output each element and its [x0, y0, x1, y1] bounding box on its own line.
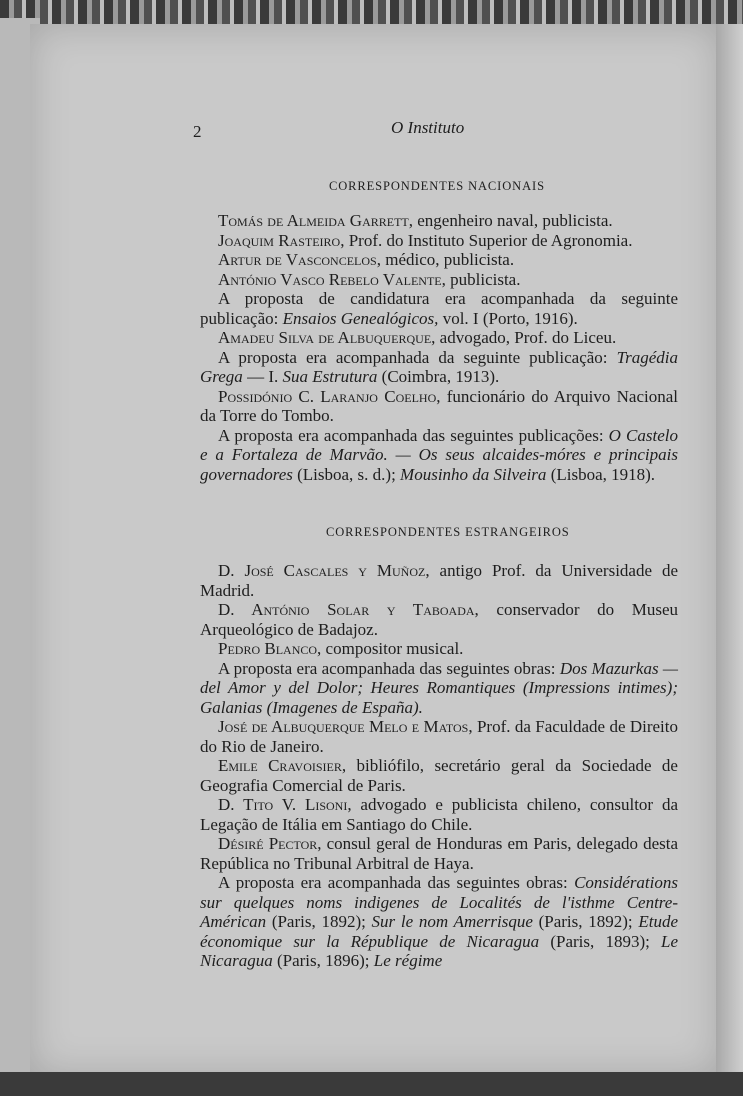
- publication-title: Sua Estrutura: [282, 367, 378, 386]
- list-item: Tomás de Almeida Garrett, engenheiro naval, publicista.: [218, 211, 613, 230]
- person-name: José de Albuquerque Melo e Matos: [218, 717, 469, 736]
- publication-title: Sur le nom Amerrisque: [371, 912, 533, 931]
- person-name: Artur de Vasconcelos: [218, 250, 377, 269]
- running-title: O Instituto: [391, 118, 465, 137]
- section-body-nacionais: [200, 211, 678, 484]
- book-bottom-edge: [0, 1072, 743, 1096]
- publication-note: A proposta era acompanhada das seguintes obras: Dos Mazurkas — del Amor y del Dolor; Heures Romantiques (Impressions intimes); Galanias (Imagenes de España).: [200, 658, 679, 717]
- person-name: Joaquim Rasteiro: [218, 230, 341, 250]
- list-item: Possidónio C. Laranjo Coelho, funcionário do Arquivo Nacional da Torre do Tombo.: [200, 386, 678, 425]
- publication-note: A proposta era acompanhada da seguinte publicação: Tragédia Grega — I. Sua Estrutura (Coimbra, 1913).: [200, 347, 678, 386]
- person-name: António Vasco Rebelo Valente: [218, 269, 442, 289]
- person-name: Pedro Blanco: [218, 639, 318, 658]
- person-name: Désiré Pector: [218, 834, 318, 853]
- publication-title: Considérations sur quelques noms indigenes de Localités de l'isthme Centre-Américan: [200, 873, 678, 931]
- list-item: Emile Cravoisier, bibliófilo, secretário geral da Sociedade de Geografia Comercial de Paris.: [200, 756, 678, 795]
- person-name: Emile Cravoisier: [218, 756, 342, 775]
- list-item: Pedro Blanco, compositor musical.: [218, 639, 464, 658]
- list-item: D. José Cascales y Muñoz, antigo Prof. da Universidade de Madrid.: [200, 561, 679, 600]
- list-item: D. António Solar y Taboada, conservador do Museu Arqueológico de Badajoz.: [200, 600, 678, 639]
- section-title-estrangeiros: CORRESPONDENTES ESTRANGEIROS: [326, 525, 570, 539]
- publication-title: Ensaios Genealógicos,: [282, 308, 439, 328]
- book-right-edge: [716, 24, 743, 1076]
- list-item: D. Tito V. Lisoni, advogado e publicista chileno, consultor da Legação de Itália em Santiago do Chile.: [200, 795, 678, 834]
- publication-note: A proposta era acompanhada das seguintes obras: Considérations sur quelques noms indigenes de Localités de l'isthme Centre-Américan (Paris, 1892); Sur le nom Amerrisque (Paris, 1892); Etude économique sur la République de Nicaragua (Paris, 1893); Le Nicaragua (Paris, 1896); Le régime: [200, 873, 679, 970]
- publication-title: Le Nicaragua: [200, 931, 679, 970]
- publication-title: Etude économique sur la République de Nicaragua: [200, 912, 678, 951]
- page-number: 2: [193, 122, 202, 141]
- list-item: António Vasco Rebelo Valente, publicista.: [218, 269, 521, 289]
- book-top-edge: [0, 0, 743, 26]
- person-name: D. Tito V. Lisoni: [218, 795, 348, 814]
- list-item: Désiré Pector, consul geral de Honduras em Paris, delegado desta República no Tribunal Arbitral de Haya.: [200, 834, 679, 873]
- publication-title: Dos Mazurkas — del Amor y del Dolor; Heures Romantiques (Impressions intimes); Galanias (Imagenes de España).: [200, 658, 679, 717]
- list-item: José de Albuquerque Melo e Matos, Prof. da Faculdade de Direito do Rio de Janeiro.: [200, 717, 678, 756]
- publication-title: Le régime: [373, 951, 443, 970]
- list-item: Amadeu Silva de Albuquerque, advogado, Prof. do Liceu.: [218, 328, 617, 347]
- person-name: Tomás de Almeida Garrett: [218, 211, 409, 230]
- publication-title: Tragédia Grega: [200, 347, 678, 386]
- list-item: Joaquim Rasteiro, Prof. do Instituto Superior de Agronomia.: [218, 230, 633, 250]
- section-body-estrangeiros: [200, 561, 678, 971]
- publication-note: A proposta de candidatura era acompanhada da seguinte publicação: Ensaios Genealógicos, vol. I (Porto, 1916).: [200, 289, 678, 328]
- person-name: Amadeu Silva de Albuquerque: [218, 328, 432, 347]
- publication-title: Mousinho da Silveira: [400, 464, 547, 484]
- section-title-nacionais: CORRESPONDENTES NACIONAIS: [329, 179, 545, 193]
- person-name: D. António Solar y Taboada: [218, 600, 475, 619]
- list-item: Artur de Vasconcelos, médico, publicista.: [218, 250, 515, 269]
- publication-title: O Castelo e a Fortaleza de Marvão. — Os seus alcaides-móres e principais governadores: [200, 425, 678, 484]
- person-name: Possidónio C. Laranjo Coelho: [218, 386, 437, 406]
- person-name: D. José Cascales y Muñoz: [218, 561, 426, 580]
- publication-note: A proposta era acompanhada das seguintes publicações: O Castelo e a Fortaleza de Marvão. — Os seus alcaides-móres e principais governadores (Lisboa, s. d.); Mousinho da Silveira (Lisboa, 1918).: [200, 425, 678, 484]
